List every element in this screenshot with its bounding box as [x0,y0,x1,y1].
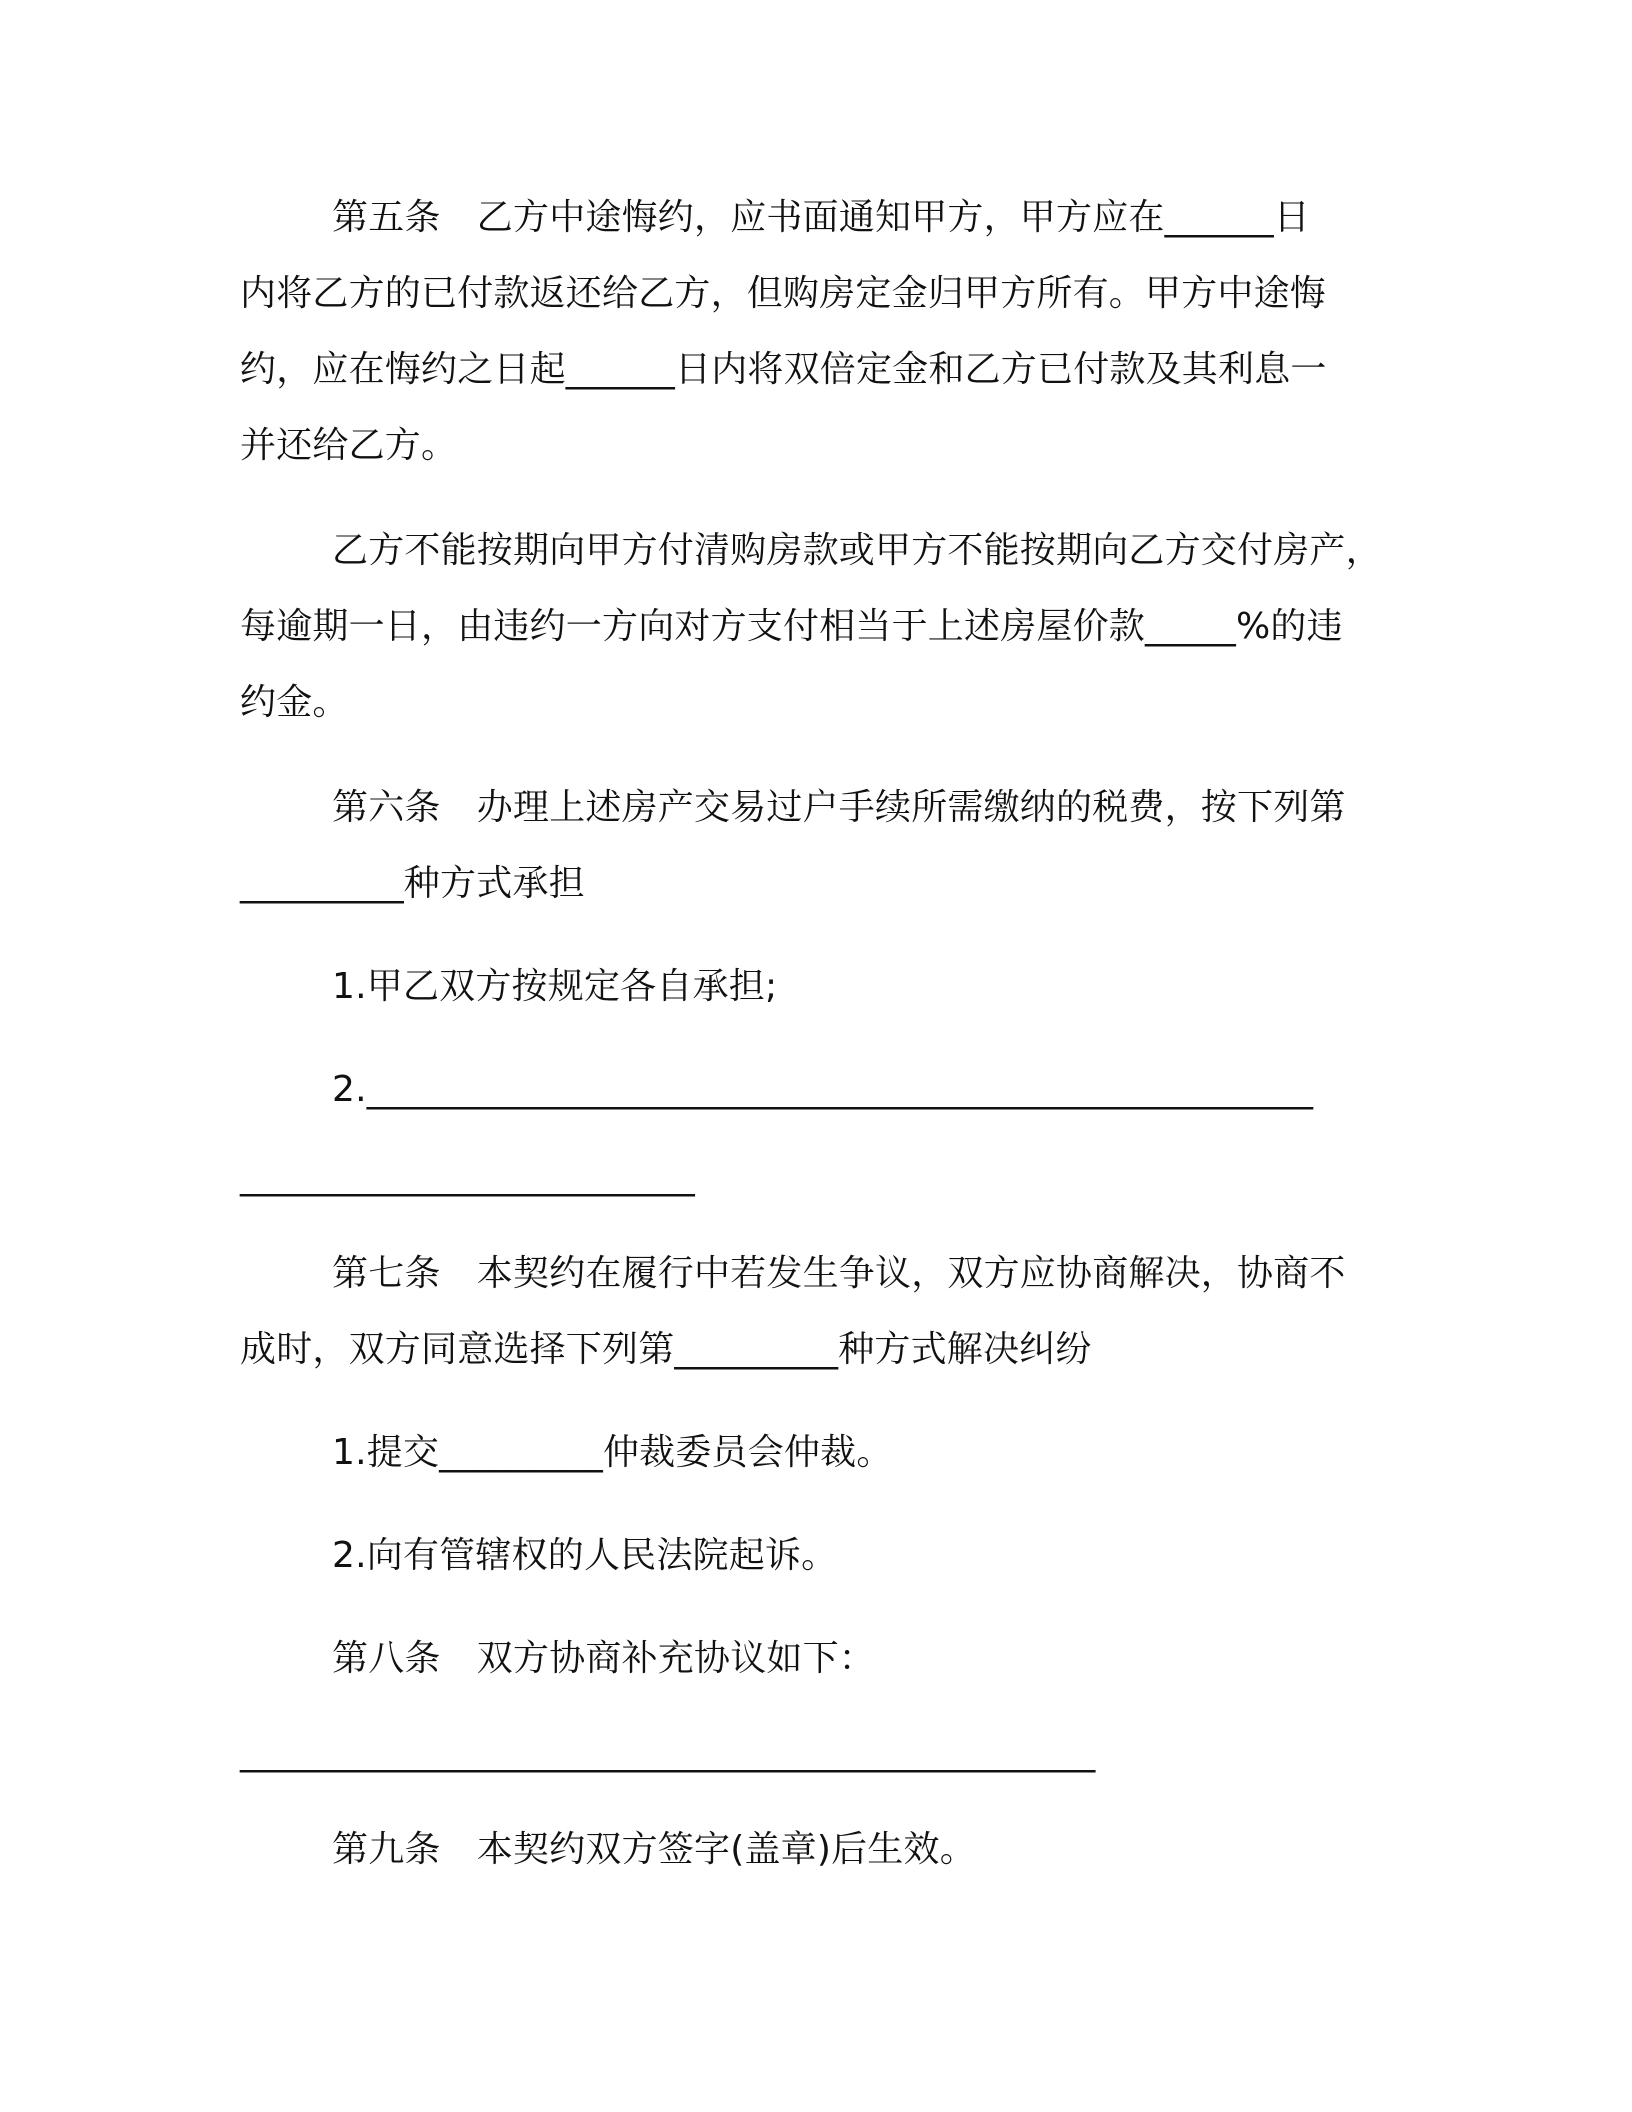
article-5-line-4: 并还给乙方。 [240,425,458,466]
article-8-line: 第八条 双方协商补充协议如下： [332,1638,876,1679]
article-7-option-1: 1.提交_________仲裁委员会仲裁。 [332,1432,893,1473]
penalty-line-2: 每逾期一日，由违约一方向对方支付相当于上述房屋价款_____%的违 [240,606,1343,647]
article-6-line-1: 第六条 办理上述房产交易过户手续所需缴纳的税费，按下列第 [332,787,1346,828]
article-6-option-2: 2.____________________________________________________ [332,1069,1314,1110]
article-6-option-2-continued: _________________________ [240,1156,695,1197]
article-8-blank-line: _______________________________________________ [240,1732,1096,1773]
article-5-line-1: 第五条 乙方中途悔约，应书面通知甲方，甲方应在______日 [332,197,1311,238]
article-9-line: 第九条 本契约双方签字(盖章)后生效。 [332,1829,976,1870]
article-7-option-2: 2.向有管辖权的人民法院起诉。 [332,1535,838,1576]
penalty-line-3: 约金。 [240,682,349,723]
article-5-line-3: 约，应在悔约之日起______日内将双倍定金和乙方已付款及其利息一 [240,349,1327,390]
article-6-line-2: _________种方式承担 [240,863,585,904]
penalty-line-1: 乙方不能按期向甲方付清购房款或甲方不能按期向乙方交付房产， [332,530,1382,571]
article-7-line-1: 第七条 本契约在履行中若发生争议，双方应协商解决，协商不 [332,1253,1346,1294]
article-7-line-2: 成时，双方同意选择下列第_________种方式解决纠纷 [240,1329,1092,1370]
article-6-option-1: 1.甲乙双方按规定各自承担; [332,966,778,1007]
article-5-line-2: 内将乙方的已付款返还给乙方，但购房定金归甲方所有。甲方中途悔 [240,273,1327,314]
